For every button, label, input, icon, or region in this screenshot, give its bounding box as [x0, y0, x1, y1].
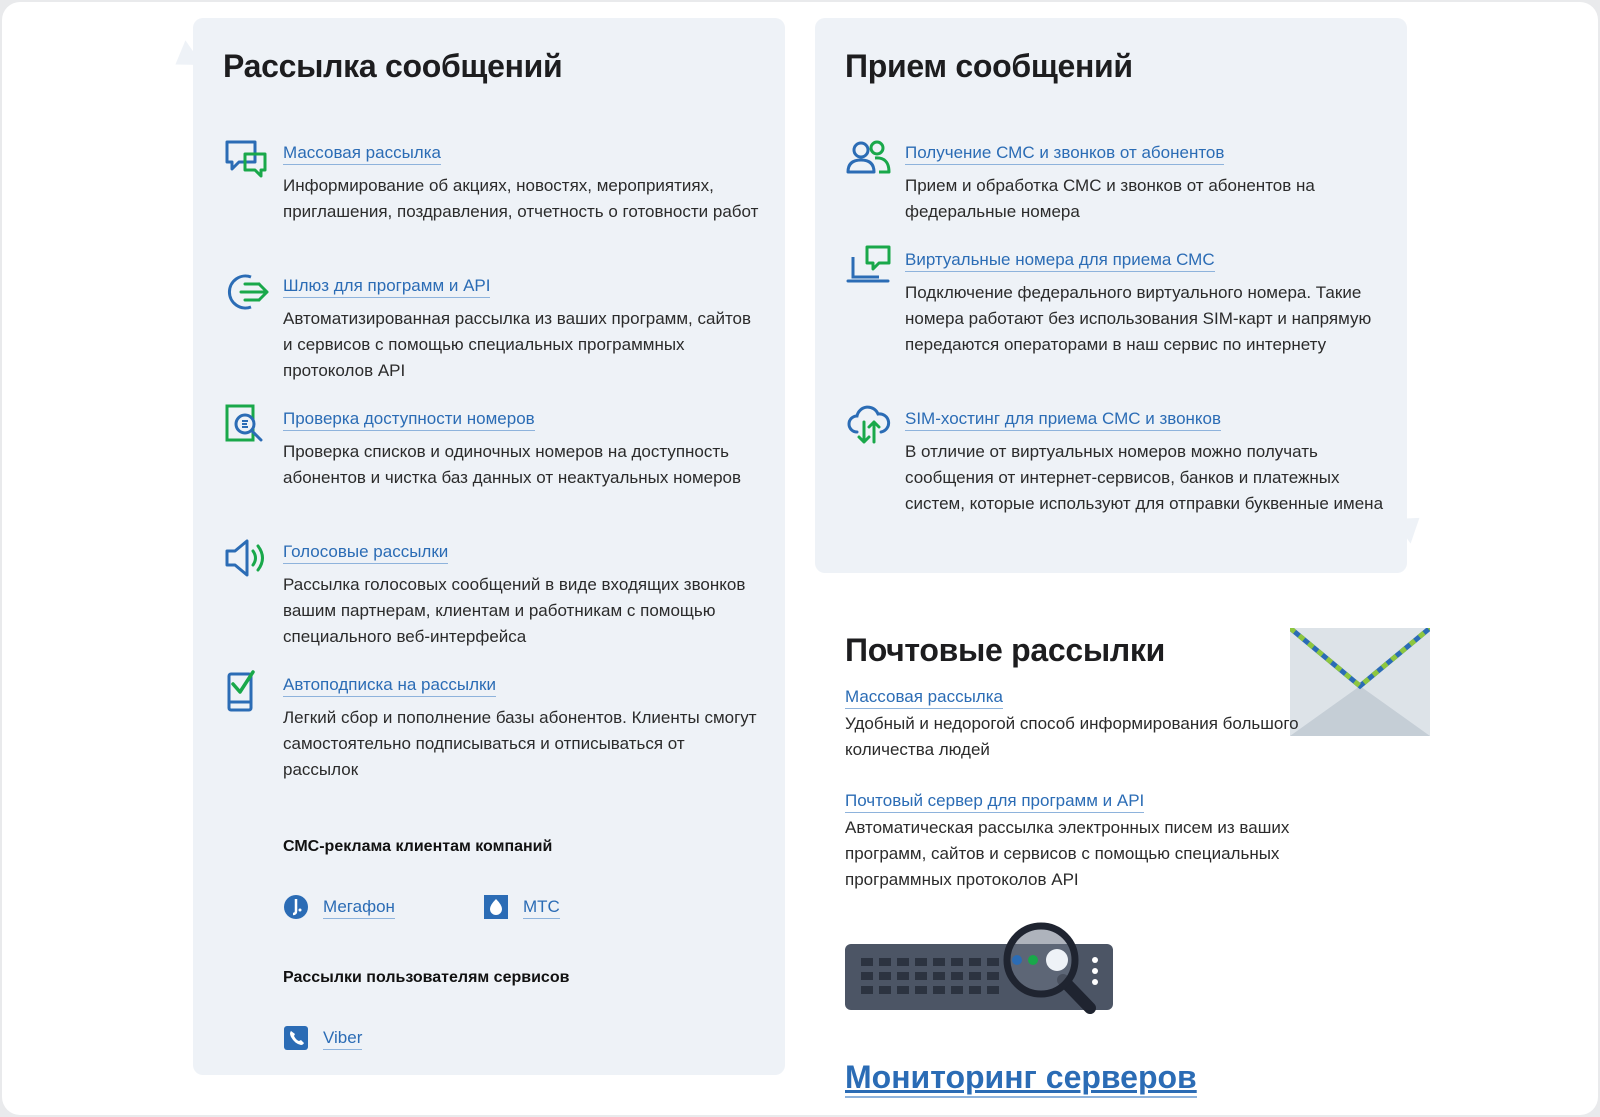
server-magnifier-icon — [845, 920, 1115, 1030]
link-mail-server[interactable]: Почтовый сервер для программ и API — [845, 790, 1144, 813]
gateway-arrows-icon — [223, 269, 271, 315]
desc-receive-sms: Прием и обработка СМС и звонков от абонентов на федеральные номера — [905, 176, 1315, 221]
item-receive-sms — [905, 142, 1395, 225]
users-icon — [845, 136, 893, 182]
sms-ads-heading: СМС-реклама клиентам компаний — [283, 838, 553, 855]
desc-autosubscribe: Легкий сбор и пополнение базы абонентов. Клиенты смогут самостоятельно подписываться и отписываться от рассылок — [283, 708, 757, 779]
viber-icon — [283, 1025, 309, 1051]
item-voice-mailing — [283, 541, 763, 650]
link-mass-mailing[interactable]: Массовая рассылка — [283, 142, 441, 165]
laptop-chat-icon — [845, 243, 893, 289]
link-megafon[interactable]: Мегафон — [323, 896, 395, 919]
operator-mts[interactable] — [483, 894, 560, 920]
link-virtual-numbers[interactable]: Виртуальные номера для приема СМС — [905, 249, 1215, 272]
item-api-gateway — [283, 275, 763, 384]
desc-mass-mailing: Информирование об акциях, новостях, мероприятиях, приглашения, поздравления, отчетность о готовности работ — [283, 176, 759, 221]
mail-item-mass — [845, 686, 1365, 763]
search-list-icon — [223, 402, 271, 448]
operator-megafon[interactable] — [283, 894, 395, 920]
item-mass-mailing — [283, 142, 763, 225]
mts-icon — [483, 894, 509, 920]
link-mail-mass[interactable]: Массовая рассылка — [845, 686, 1003, 709]
link-autosubscribe[interactable]: Автоподписка на рассылки — [283, 674, 496, 697]
link-viber[interactable]: Viber — [323, 1027, 362, 1050]
item-number-check — [283, 408, 763, 491]
desc-voice-mailing: Рассылка голосовых сообщений в виде входящих звонков вашим партнерам, клиентам и работникам с помощью специального веб-интерфейса — [283, 575, 746, 646]
desc-mail-server: Автоматическая рассылка электронных писем из ваших программ, сайтов и сервисов с помощью специальных программных протоколов API — [845, 818, 1290, 889]
link-voice-mailing[interactable]: Голосовые рассылки — [283, 541, 448, 564]
megafon-icon — [283, 894, 309, 920]
link-receive-sms[interactable]: Получение СМС и звонков от абонентов — [905, 142, 1224, 165]
item-autosubscribe — [283, 674, 763, 783]
link-sim-hosting[interactable]: SIM-хостинг для приема СМС и звонков — [905, 408, 1221, 431]
speaker-icon — [223, 535, 271, 581]
mail-item-server — [845, 790, 1355, 893]
messaging-title: Рассылка сообщений — [223, 48, 563, 84]
checkbox-phone-icon — [223, 668, 271, 714]
receiving-title: Прием сообщений — [845, 48, 1133, 84]
desc-mail-mass: Удобный и недорогой способ информирования большого количества людей — [845, 714, 1299, 759]
desc-api-gateway: Автоматизированная рассылка из ваших программ, сайтов и сервисов с помощью специальных программных протоколов API — [283, 309, 752, 380]
services-heading: Рассылки пользователям сервисов — [283, 969, 570, 986]
desc-virtual-numbers: Подключение федерального виртуального номера. Такие номера работают без использования SIM-карт и напрямую передаются операторами в наш сервис по интернету — [905, 283, 1372, 354]
item-virtual-numbers — [905, 249, 1395, 358]
mail-title: Почтовые рассылки — [845, 632, 1165, 668]
desc-number-check: Проверка списков и одиночных номеров на доступность абонентов и чистка баз данных от неактуальных номеров — [283, 442, 742, 487]
item-sim-hosting — [905, 408, 1395, 517]
link-server-monitoring[interactable]: Мониторинг серверов — [845, 1058, 1197, 1098]
cloud-sync-icon — [845, 402, 893, 448]
link-mts[interactable]: МТС — [523, 896, 560, 919]
chat-bubbles-icon — [223, 136, 271, 182]
service-viber[interactable] — [283, 1025, 362, 1051]
link-api-gateway[interactable]: Шлюз для программ и API — [283, 275, 490, 298]
link-number-check[interactable]: Проверка доступности номеров — [283, 408, 535, 431]
desc-sim-hosting: В отличие от виртуальных номеров можно получать сообщения от интернет-сервисов, банков и платежных систем, которые используют для отправки буквенные имена — [905, 442, 1384, 513]
